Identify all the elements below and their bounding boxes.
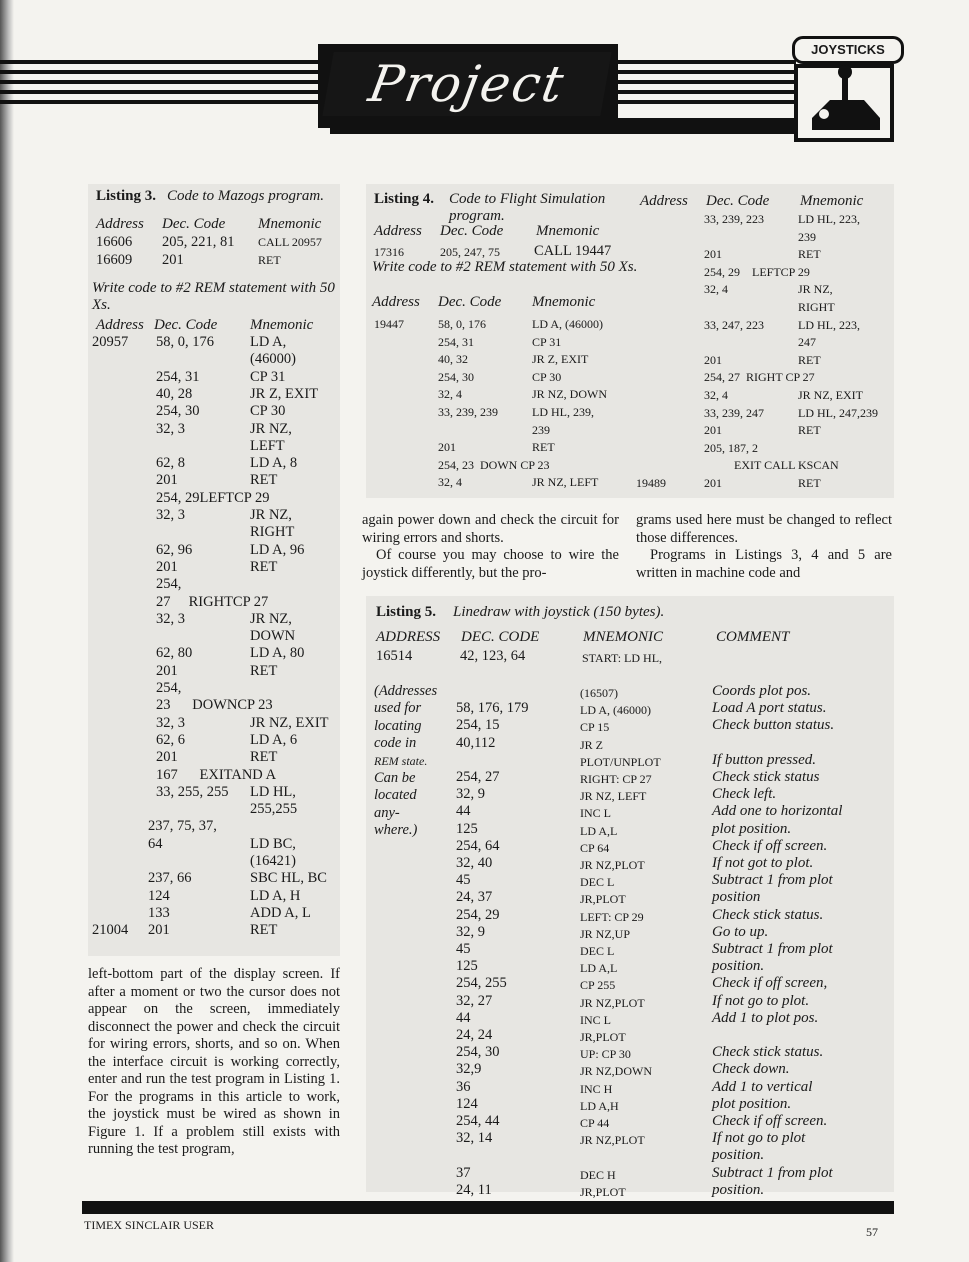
body-paragraph: again power down and check the circuit for wiring errors and shorts.: [362, 512, 619, 546]
comment-cell: position.: [712, 1181, 765, 1198]
joystick-icon: [792, 60, 902, 144]
code-cell: JR,PLOT: [580, 1030, 626, 1044]
column-header: Mnemonic: [532, 294, 596, 310]
code-cell: 32, 3: [156, 610, 185, 627]
code-cell: PLOT/UNPLOT: [580, 754, 661, 769]
code-cell: RET: [532, 440, 555, 455]
code-cell: 33, 239, 223: [704, 212, 764, 226]
comment-cell: Check stick status.: [712, 906, 824, 923]
code-cell: 21004: [92, 922, 129, 939]
code-cell: 62, 6: [156, 731, 185, 748]
code-cell: CP 15: [580, 720, 610, 735]
body-paragraph: left-bottom part of the display screen. If after a moment or two the cursor does not appear on the screen, immediately disconnect the power and check the circuit for wiring errors, shorts, and so on. When the interface circuit is working correctly, enter and run the test program in Listing 1. For the programs in this article to work, the joystick must be wired as shown in Figure 1. If a problem still exists with running the test program,: [88, 966, 340, 1157]
code-cell: 254, 27: [456, 769, 500, 785]
code-cell: 254,: [156, 576, 182, 593]
code-cell: JR NZ, EXIT: [250, 714, 329, 731]
publication-name: TIMEX SINCLAIR USER: [84, 1218, 215, 1232]
listing-caption-number: Listing 5.: [376, 604, 437, 620]
comment-cell: Coords plot pos.: [712, 683, 812, 699]
page-gutter-shadow: [0, 0, 14, 1262]
code-cell: RET: [250, 922, 278, 939]
column-header: Address: [96, 317, 144, 333]
column-header: MNEMONIC: [583, 629, 663, 645]
code-cell: LD A, H: [250, 887, 301, 904]
code-cell: LD A, 96: [250, 541, 305, 558]
comment-cell: If not go to plot: [712, 1130, 806, 1147]
code-cell: 45: [456, 941, 471, 957]
comment-cell: Add 1 to plot pos.: [712, 1009, 819, 1026]
code-cell: RIGHT: [250, 524, 295, 541]
address-note: locating: [374, 717, 422, 734]
code-cell: 254, 27 RIGHT CP 27: [704, 370, 815, 385]
code-cell: 254, 64: [456, 837, 500, 854]
comment-cell: Check button status.: [712, 717, 835, 734]
comment-cell: position: [712, 889, 761, 906]
code-cell: CP 44: [580, 1116, 610, 1130]
code-cell: 32, 3: [156, 420, 185, 437]
code-cell: RET: [798, 476, 821, 490]
code-cell: 201: [438, 440, 456, 455]
code-cell: 62, 8: [156, 455, 185, 472]
code-cell: 36: [456, 1078, 471, 1095]
code-cell: 254, 255: [456, 975, 507, 992]
address-note: code in: [374, 735, 417, 752]
code-cell: 32, 14: [456, 1130, 493, 1147]
code-cell: 32,9: [456, 1061, 482, 1078]
code-cell: 254, 31: [438, 334, 474, 349]
code-cell: 254, 29LEFTCP 29: [156, 489, 270, 506]
code-cell: 237, 75, 37,: [148, 818, 217, 835]
code-cell: 32, 4: [704, 282, 728, 297]
comment-cell: Subtract 1 from plot: [712, 872, 833, 889]
code-cell: RET: [250, 472, 278, 489]
code-cell: 239: [532, 422, 550, 437]
code-cell: 24, 37: [456, 889, 493, 906]
footer-rule: [82, 1201, 894, 1214]
column-header: ADDRESS: [376, 629, 441, 645]
code-cell: 24, 24: [456, 1027, 493, 1043]
code-cell: CP 31: [250, 368, 286, 385]
comment-cell: Add one to horizontal: [712, 803, 843, 820]
code-cell: 205, 187, 2: [704, 440, 758, 455]
comment-cell: Check stick status.: [712, 1044, 824, 1061]
code-cell: 124: [456, 1095, 478, 1112]
code-cell: 64: [148, 835, 163, 852]
code-cell: 205, 247, 75: [440, 245, 500, 259]
body-column-3: [636, 512, 892, 582]
section-title: Project: [322, 52, 611, 116]
comment-cell: Subtract 1 from plot: [712, 941, 833, 957]
code-cell: LD HL, 239,: [532, 405, 594, 419]
code-cell: INC L: [580, 1012, 611, 1027]
code-cell: 125: [456, 958, 478, 975]
code-cell: 40,112: [456, 734, 496, 751]
code-cell: RET: [250, 558, 278, 575]
code-cell: LD A,: [250, 334, 287, 350]
code-cell: LD A, 80: [250, 645, 305, 662]
code-cell: (16507): [580, 686, 618, 700]
code-cell: 254,: [156, 680, 182, 696]
code-cell: EXIT CALL KSCAN: [704, 458, 839, 473]
comment-cell: If not got to plot.: [712, 855, 814, 871]
code-cell: JR NZ,PLOT: [580, 858, 645, 872]
address-note: Can be: [374, 770, 416, 786]
code-cell: 32, 9: [456, 923, 485, 940]
code-cell: 237, 66: [148, 870, 192, 887]
code-cell: 254, 30: [156, 403, 200, 420]
code-cell: RET: [798, 352, 821, 367]
code-cell: 19447: [374, 317, 404, 331]
address-note: used for: [374, 700, 422, 717]
listing-caption-number: Listing 4.: [374, 191, 435, 207]
code-cell: LEFT: CP 29: [580, 909, 644, 924]
code-cell: 201: [156, 558, 178, 575]
code-cell: 33, 247, 223: [704, 317, 764, 332]
code-cell: JR,PLOT: [580, 1184, 626, 1199]
code-cell: LD A, (46000): [532, 317, 603, 331]
column-header: COMMENT: [716, 629, 790, 645]
comment-cell: plot position.: [712, 820, 792, 837]
comment-cell: position.: [712, 958, 765, 975]
code-cell: 32, 4: [438, 387, 462, 402]
comment-cell: Check left.: [712, 786, 777, 803]
listing-caption-text: Code to Mazogs program.: [167, 188, 324, 204]
column-header: Mnemonic: [258, 216, 322, 232]
code-cell: LD A,H: [580, 1098, 619, 1113]
code-cell: CP 64: [580, 840, 610, 855]
code-cell: 254, 29 LEFTCP 29: [704, 264, 810, 279]
code-cell: JR Z, EXIT: [250, 385, 319, 402]
code-cell: RET: [250, 749, 278, 766]
code-cell: 45: [456, 872, 471, 889]
code-cell: 201: [704, 352, 722, 367]
code-cell: LD HL,: [250, 783, 296, 800]
comment-cell: plot position.: [712, 1095, 792, 1112]
code-cell: JR NZ,PLOT: [580, 995, 645, 1010]
code-cell: START: LD HL,: [582, 651, 663, 665]
code-cell: 44: [456, 803, 471, 820]
code-cell: JR NZ,: [250, 507, 292, 523]
address-note: (Addresses: [374, 683, 438, 699]
column-header: Address: [640, 193, 688, 209]
code-cell: LEFT: [250, 437, 285, 454]
code-cell: 254, 31: [156, 368, 200, 385]
code-cell: 133: [148, 904, 170, 921]
column-header: Mnemonic: [250, 317, 314, 333]
project-title-box: [318, 44, 618, 128]
code-cell: JR NZ,DOWN: [580, 1064, 652, 1079]
code-cell: SBC HL, BC: [250, 870, 327, 887]
code-cell: 205, 221, 81: [162, 234, 235, 250]
code-cell: CP 30: [250, 403, 286, 420]
code-cell: RIGHT: CP 27: [580, 772, 652, 786]
badge-label: JOYSTICKS: [792, 36, 904, 64]
comment-cell: Go to up.: [712, 923, 769, 940]
code-cell: 23 DOWNCP 23: [156, 697, 273, 714]
code-cell: LD A,L: [580, 961, 618, 976]
code-cell: JR NZ, EXIT: [798, 388, 863, 402]
code-cell: 37: [456, 1164, 471, 1181]
comment-cell: Add 1 to vertical: [712, 1078, 813, 1095]
code-cell: 201: [156, 749, 178, 766]
code-cell: 201: [156, 472, 178, 489]
code-cell: 254, 29: [456, 906, 500, 923]
comment-cell: If not go to plot.: [712, 992, 810, 1009]
code-cell: 254, 44: [456, 1113, 500, 1129]
code-cell: LD A, (46000): [580, 703, 651, 718]
column-header: Dec. Code: [440, 223, 504, 239]
joysticks-badge: [792, 36, 902, 144]
code-cell: LD HL, 247,239: [798, 405, 878, 420]
code-cell: 40, 32: [438, 352, 468, 367]
column-header: Mnemonic: [536, 223, 600, 239]
code-cell: ADD A, L: [250, 904, 311, 921]
code-cell: JR NZ, LEFT: [580, 789, 647, 804]
comment-cell: position.: [712, 1147, 765, 1164]
code-cell: 32, 9: [456, 786, 485, 803]
column-header: Mnemonic: [800, 193, 864, 209]
address-note: REM state.: [374, 753, 428, 768]
code-cell: JR NZ,PLOT: [580, 1133, 645, 1148]
code-cell: 239: [798, 229, 816, 244]
body-paragraph: Of course you may choose to wire the joystick differently, but the pro-: [362, 547, 619, 581]
address-note: any-: [374, 804, 400, 821]
body-column-1: [88, 966, 340, 1159]
listing-note: Write code to #2 REM statement with 50 Xs.: [372, 259, 638, 275]
code-cell: 32, 4: [704, 388, 728, 402]
code-cell: 32, 27: [456, 992, 493, 1009]
code-cell: 32, 40: [456, 855, 493, 871]
code-cell: 42, 123, 64: [460, 648, 526, 664]
code-cell: RET: [250, 662, 278, 679]
code-cell: 58, 0, 176: [438, 317, 486, 331]
comment-cell: Check stick status: [712, 769, 820, 785]
code-cell: 201: [148, 922, 170, 939]
code-cell: 32, 4: [438, 475, 462, 490]
code-cell: CP 31: [532, 334, 562, 349]
code-cell: 27 RIGHTCP 27: [156, 593, 269, 610]
code-cell: JR NZ,: [250, 610, 292, 627]
code-cell: LD A, 8: [250, 455, 298, 472]
code-cell: UP: CP 30: [580, 1047, 631, 1062]
code-cell: JR NZ,: [250, 420, 292, 437]
column-header: Dec. Code: [438, 294, 502, 310]
code-cell: 32, 3: [156, 714, 185, 731]
code-cell: RIGHT: [798, 300, 835, 314]
comment-cell: Check if off screen.: [712, 1113, 828, 1129]
code-cell: 201: [156, 662, 178, 679]
column-header: Dec. Code: [706, 193, 770, 209]
column-header: Dec. Code: [154, 317, 218, 333]
code-cell: DOWN: [250, 628, 296, 645]
code-cell: 19489: [636, 476, 666, 490]
code-cell: INC H: [580, 1081, 613, 1096]
code-cell: JR Z: [580, 737, 604, 752]
code-cell: 201: [704, 423, 722, 438]
code-cell: 167 EXITAND A: [156, 766, 277, 783]
listing-note: Write code to #2 REM statement with 50 Xs.: [92, 280, 335, 314]
code-cell: 124: [148, 887, 170, 904]
code-cell: LD HL, 223,: [798, 317, 860, 332]
code-cell: JR NZ,UP: [580, 926, 631, 941]
code-cell: LD A, 6: [250, 731, 298, 748]
code-cell: RET: [798, 247, 821, 262]
code-cell: 254, 30: [456, 1044, 500, 1061]
code-cell: RET: [798, 423, 821, 438]
code-cell: LD BC,: [250, 835, 296, 852]
code-cell: CALL 19447: [534, 243, 612, 259]
body-column-2: [362, 512, 619, 582]
column-header: Address: [372, 294, 420, 310]
code-cell: LD A,L: [580, 823, 618, 838]
code-cell: 16606: [96, 234, 133, 250]
code-cell: 201: [704, 476, 722, 490]
comment-cell: Check down.: [712, 1061, 790, 1078]
code-cell: 24, 11: [456, 1181, 492, 1198]
code-cell: 62, 96: [156, 541, 193, 558]
code-cell: JR,PLOT: [580, 892, 626, 907]
body-paragraph: grams used here must be changed to reflect those differences.: [636, 512, 892, 546]
code-cell: 17316: [374, 245, 404, 259]
code-cell: 32, 3: [156, 507, 185, 523]
code-cell: 247: [798, 335, 816, 350]
column-header: DEC. CODE: [461, 629, 540, 645]
code-cell: DEC L: [580, 944, 615, 958]
address-note: located: [374, 787, 417, 804]
code-cell: INC L: [580, 806, 611, 821]
code-cell: RET: [258, 253, 281, 267]
page-number: 57: [866, 1225, 878, 1239]
column-header: Address: [96, 216, 144, 232]
code-cell: DEC H: [580, 1167, 616, 1182]
code-cell: JR NZ,: [798, 282, 833, 297]
code-cell: 254, 15: [456, 717, 500, 734]
code-cell: 33, 239, 239: [438, 405, 498, 419]
listing5-box: [366, 596, 894, 1192]
code-cell: 33, 239, 247: [704, 405, 764, 420]
comment-cell: Load A port status.: [712, 700, 827, 717]
comment-cell: If button pressed.: [712, 751, 817, 768]
listing-caption-text: Code to Flight Simulation program.: [449, 191, 606, 225]
code-cell: 16514: [376, 648, 413, 664]
code-cell: 58, 0, 176: [156, 334, 214, 350]
code-cell: JR Z, EXIT: [532, 352, 589, 367]
listing-caption-number: Listing 3.: [96, 188, 157, 204]
code-cell: 255,255: [250, 801, 298, 818]
code-cell: DEC L: [580, 875, 615, 890]
code-cell: 201: [704, 247, 722, 262]
code-cell: JR NZ, LEFT: [532, 475, 599, 490]
comment-cell: Check if off screen,: [712, 975, 828, 992]
body-paragraph: Programs in Listings 3, 4 and 5 are written in machine code and: [636, 547, 892, 581]
code-cell: 254, 23 DOWN CP 23: [438, 457, 550, 472]
address-note: where.): [374, 822, 418, 839]
code-cell: 16609: [96, 252, 133, 268]
listing-caption-text: Linedraw with joystick (150 bytes).: [453, 604, 665, 620]
code-cell: 44: [456, 1009, 471, 1026]
column-header: Address: [374, 223, 422, 239]
code-cell: 201: [162, 252, 184, 268]
code-cell: 125: [456, 820, 478, 837]
code-cell: LD HL, 223,: [798, 212, 860, 226]
code-cell: CP 255: [580, 978, 616, 993]
code-cell: 20957: [92, 334, 129, 350]
comment-cell: Subtract 1 from plot: [712, 1164, 833, 1181]
code-cell: 40, 28: [156, 385, 193, 402]
code-cell: 33, 255, 255: [156, 783, 229, 800]
code-cell: 254, 30: [438, 369, 474, 384]
code-cell: CALL 20957: [258, 235, 322, 249]
code-cell: 58, 176, 179: [456, 700, 529, 717]
column-header: Dec. Code: [162, 216, 226, 232]
code-cell: JR NZ, DOWN: [532, 387, 607, 402]
code-cell: 62, 80: [156, 645, 193, 662]
code-cell: (46000): [250, 351, 296, 368]
comment-cell: Check if off screen.: [712, 837, 828, 854]
code-cell: CP 30: [532, 369, 562, 384]
code-cell: (16421): [250, 853, 296, 869]
